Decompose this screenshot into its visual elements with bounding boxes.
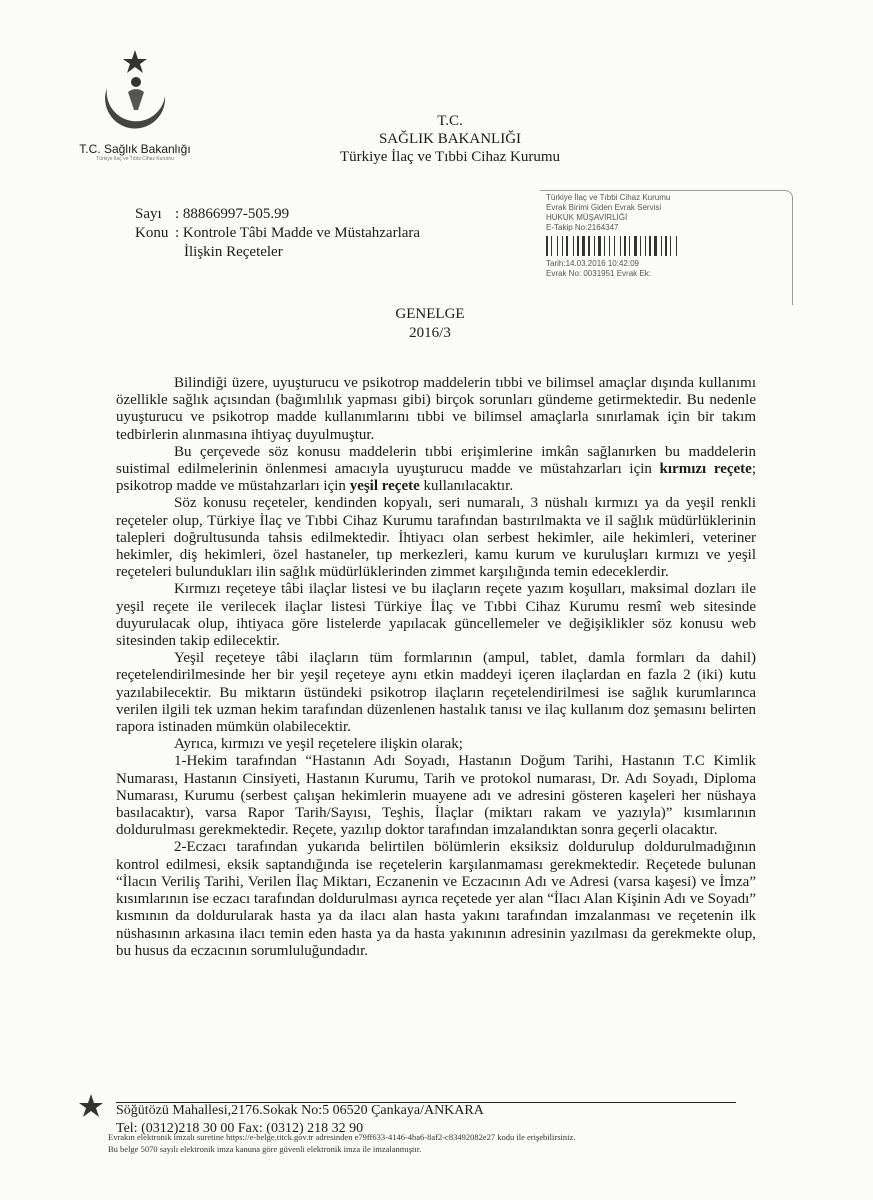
header-agency: Türkiye İlaç ve Tıbbi Cihaz Kurumu	[339, 149, 561, 165]
paragraph-2: Bu çerçevede söz konusu maddelerin tıbbi erişimlerine imkân sağlanırken bu maddelerin suistimal edilmelerinin önlenmesi amacıyla uyuşturucu madde ve müstahzarları için kırmızı reçete; psikotrop madde ve müstahzarları için yeşil reçete kullanılacaktır.	[116, 443, 757, 495]
konu-value: : Kontrole Tâbi Madde ve Müstahzarlara	[175, 225, 421, 241]
logo-subtitle: Türkiye İlaç ve Tıbbi Cihaz Kurumu	[96, 156, 174, 162]
paragraph-8: 2-Eczacı tarafından yukarıda belirtilen bölümlerin eksiksiz doldurulup doldurulmadığının kontrol edilmesi, eksik saptandığında ise reçetelerin karşılanmaması gerekmektedir. Reçetede bulunan “İlacın Veriliş Tarihi, Verilen İlaç Miktarı, Eczanenin ve Eczacının Adı ve Adresi (varsa kaşesi) ve İmza” kısımlarının ise eczacı tarafından doldurulması ayrıca reçetede yer alan “İlacı Alan Kişinin Adı ve Soyadı” kısmının da doldurularak hasta ya da ilacı alan hasta yakını tarafından imzalanması ve reçetenin ilk nüshasının arkasına ilacı temin eden hasta ya da hasta yakınının adresinin yazılması da gerekmekte olup, bu husus da eczacının sorumluluğundadır.	[116, 839, 756, 959]
stamp-agency: Türkiye İlaç ve Tıbbi Cihaz Kurumu	[546, 193, 671, 202]
letterhead	[250, 112, 650, 166]
ministry-logo	[70, 48, 200, 162]
footer-address: Söğütözü Mahallesi,2176.Sokak No:5 06520 Çankaya/ANKARA	[116, 1103, 484, 1118]
document-body	[116, 375, 756, 960]
footer-star-icon	[78, 1093, 104, 1119]
header-tc: T.C.	[437, 113, 463, 129]
red-prescription-bold: kırmızı reçete	[659, 461, 752, 478]
barcode	[546, 236, 786, 256]
paragraph-7: 1-Hekim tarafından “Hastanın Adı Soyadı, Hastanın Doğum Tarihi, Hastanın T.C Kimlik Numarası, Hastanın Cinsiyeti, Hastanın Kurumu, Tarih ve protokol numarası, Dr. Adı Soyadı, Diploma Numarası, Kurumu (serbest çalışan hekimlerin muayene adı ve adresini gösteren kaşeleri her nüshaya basılacaktır), varsa Rapor Tarih/Sayısı, Teşhis, İlaçlar (miktarı rakam ve yazıyla)” kısımlarının doldurulması gerekmektedir. Reçete, yazılıp doktor tarafından imzalandıktan sonra geçerli olacaktır.	[116, 753, 756, 839]
header-ministry: SAĞLIK BAKANLIĞI	[378, 131, 522, 147]
paragraph-5: Yeşil reçeteye tâbi ilaçların tüm formlarının (ampul, tablet, damla formları da dahil) reçetelendirilmesinde her bir yeşil reçeteye aynı etkin maddeyi içeren ilaçlardan en fazla 2 (iki) kutu yazılabilecektir. Bu miktarın üstündeki psikotrop ilaçların reçetelendirilmesi ise sağlık kurumlarınca verilen ilgili tek uzman hekim tarafından düzenlenen hastalık tanısı ve ilaç kullanım doz şemasını belirten rapora istinaden mümkün olabilecektir.	[116, 650, 756, 736]
verification-note: Evrakın elektronik imzalı suretine https://e-belge.titck.gov.tr adresinden e79ff633-4146-4ba6-8af2-c83492082e27 kodu ile erişebilirsiniz.	[108, 1132, 576, 1142]
sayi-label: Sayı	[135, 206, 162, 222]
paragraph-4: Kırmızı reçeteye tâbi ilaçlar listesi ve bu ilaçların reçete yazım koşulları, maksimal dozları ile yeşil reçete ile verilecek ilaçlar listesi Türkiye İlaç ve Tıbbi Cihaz Kurumu resmî web sitesinde duyurulacak olup, ihtiyaca göre listelerde yapılacak güncellemeler ve değişiklikler söz konusu web sitesinden takip edilecektir.	[116, 581, 756, 650]
stamp-tracking-no: E-Takip No:2164347	[546, 223, 619, 232]
konu-label: Konu	[135, 225, 169, 241]
paragraph-6: Ayrıca, kırmızı ve yeşil reçetelere ilişkin olarak;	[174, 736, 463, 753]
paragraph-1: Bilindiği üzere, uyuşturucu ve psikotrop maddelerin tıbbi ve bilimsel amaçlar dışında kullanımı özellikle sağlık açısından (bağımlılık yapması gibi) birçok sorunları gündeme getirmektedir. Bu nedenle uyuşturucu ve psikotrop madde kullanımlarını tıbbi ve bilimsel amaçlarla sınırlamak için bir takım tedbirlerin alınmasına ihtiyaç duyulmuştur.	[116, 375, 756, 443]
konu-value-cont: İlişkin Reçeteler	[184, 244, 283, 260]
stamp-unit: Evrak Birimi Giden Evrak Servisi	[546, 203, 662, 212]
stamp-doc-no: Evrak No: 0031951 Evrak Ek:	[546, 269, 651, 278]
title-genelge: GENELGE	[395, 306, 465, 322]
logo-name: T.C. Sağlık Bakanlığı	[79, 142, 191, 156]
esign-note: Bu belge 5070 sayılı elektronik imza kanuna göre güvenli elektronik imza ile imzalanmıştır.	[108, 1144, 422, 1154]
title-number: 2016/3	[409, 325, 451, 341]
crescent-star-logo-icon	[95, 48, 175, 140]
document-title	[340, 305, 520, 343]
paragraph-3: Söz konusu reçeteler, kendinden kopyalı, seri numaralı, 3 nüshalı kırmızı ya da yeşil renkli reçeteler olup, Türkiye İlaç ve Tıbbi Cihaz Kurumu tarafından bastırılmakta ve il sağlık müdürlüklerinin talepleri doğrultusunda tahsis edilmektedir. İhtiyacı olan serbest hekimler, aile hekimleri, veteriner hekimler, diş hekimleri, özel hastaneler, tıp merkezleri, kamu kurum ve kuruluşları kırmızı ve yeşil reçeteleri bulundukları ilin sağlık müdürlüklerinden zimmet karşılığında temin edeceklerdir.	[116, 495, 756, 581]
stamp-department: HUKUK MÜŞAVİRLİĞİ	[546, 213, 628, 222]
green-prescription-bold: yeşil reçete	[349, 478, 420, 495]
document-tracking-stamp	[540, 190, 793, 305]
sayi-value: : 88866997-505.99	[175, 206, 290, 222]
footer-phone: Tel: (0312)218 30 00 Fax: (0312) 218 32 90	[116, 1121, 364, 1136]
stamp-date: Tarih:14.03.2016 10:42:09	[546, 259, 639, 268]
document-meta	[135, 205, 420, 262]
